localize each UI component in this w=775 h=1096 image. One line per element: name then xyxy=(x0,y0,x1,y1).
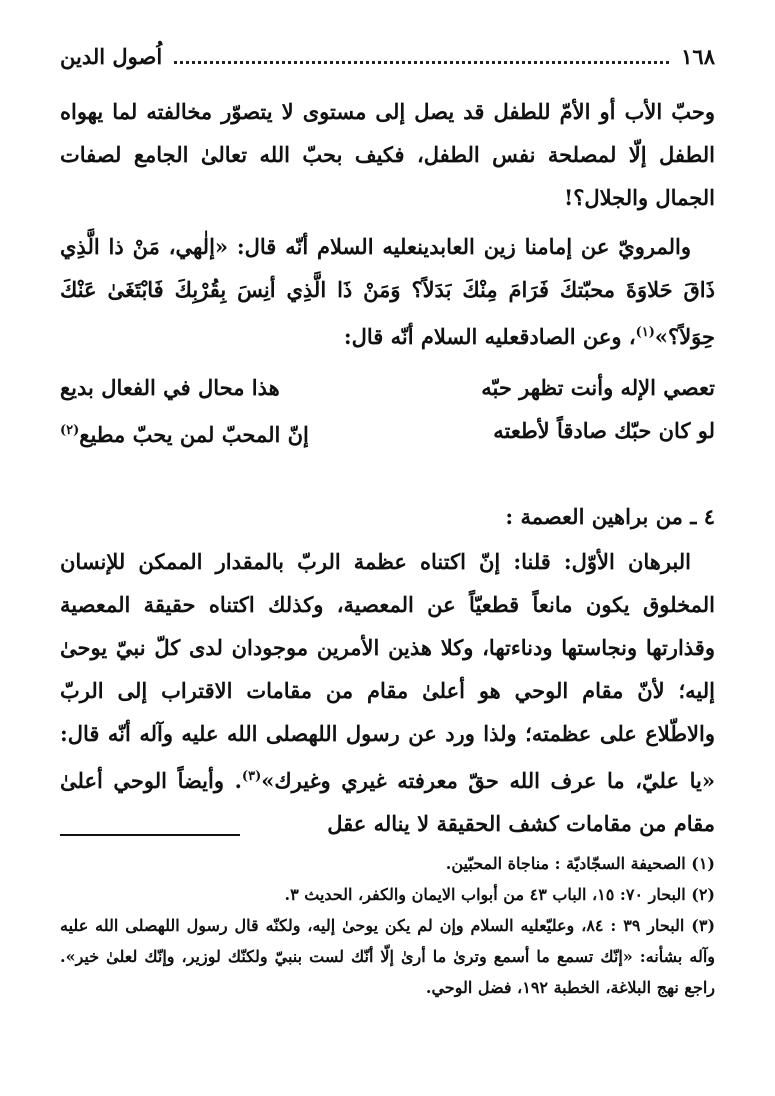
poem-verse-1-first-hemistich: تعصي الإله وأنت تظهر حبّه xyxy=(481,375,715,400)
poem-verse-1 xyxy=(60,366,715,409)
paragraph-3-text: البرهان الأوّل: قلنا: إنّ اكتناه عظمة الربّ بالمقدار الممكن للإنسان المخلوق يكون مانعاً قطعيّاً عن المعصية، وكذلك اكتناه حقيقة المعصية وقذارتها ونجاستها ودناءتها، وكلا هذين الأمرين موجودان لدى كلّ نبيّ يوحىٰ إليه؛ لأنّ مقام الوحي هو أعلىٰ مقام من مقامات الاقتراب إلى الربّ والاطّلاع على عظمته؛ ولذا ورد عن رسول اللهصلى الله عليه وآله أنّه قال: «يا عليّ، ما عرف الله حقّ معرفته غيري وغيرك» xyxy=(60,549,715,793)
paragraph-1: وحبّ الأب أو الأمّ للطفل قد يصل إلى مستوى لا يتصوّر مخالفته لما يهواه الطفل إلّا لمصلحة نفس الطفل، فكيف بحبّ الله تعالىٰ الجامع لصفات الجمال والجلال؟! xyxy=(60,99,715,210)
paragraph-2 xyxy=(60,225,715,358)
section-title: ٤ ـ من براهين العصمة : xyxy=(505,504,715,529)
poem-verse-1-second-hemistich: هذا محال في الفعال بديع xyxy=(60,375,280,400)
page-number: ١٦٨ xyxy=(681,43,715,69)
footnote-ref-3: (٣) xyxy=(241,769,262,784)
page-header xyxy=(60,36,715,76)
paragraph-2-text: والمرويّ عن إمامنا زين العابدينعليه السلام أنّه قال: «إلٰهي، مَنْ ذا الَّذِي ذَاقَ حَلاوَةَ محبّتكَ فَرَامَ مِنْكَ بَدَلاً؟ وَمَنْ ذَا الَّذِي أنِسَ بِقُرْبِكَ فَابْتَغَىٰ عَنْكَ حِوَلاً؟» xyxy=(60,234,715,349)
poem-verse-2 xyxy=(60,409,715,452)
paragraph-3-tail: . وأيضاً الوحي أعلىٰ مقام من مقامات كشف الحقيقة لا يناله عقل xyxy=(60,768,715,836)
paragraph-2-tail: ، وعن الصادقعليه السلام أنّه قال: xyxy=(343,324,636,349)
footnote-separator xyxy=(60,834,240,836)
book-title: اُصول الدين xyxy=(60,43,163,69)
poem xyxy=(60,366,715,452)
poem-verse-2-second-hemistich xyxy=(60,409,374,452)
footnote-ref-1: (١) xyxy=(635,325,655,340)
footnote-3: (٣) البحار ٣٩ : ٨٤، وعليّعليه السلام وإن لم يكن يوحىٰ إليه، ولكنّه قال رسول اللهصلى الله عليه وآله بشأنه: «إنّك تسمع ما أسمع وترىٰ ما أرىٰ إلّا أنّك لست بنبيّ ولكنّك لوزير، وإنّك لعلىٰ خير». راجع نهج البلاغة، الخطبة ١٩٢، فضل الوحي. xyxy=(60,916,716,997)
header-dot-leader xyxy=(174,61,669,64)
footnote-2: (٢) البحار ٧٠: ١٥، الباب ٤٣ من أبواب الايمان والكفر، الحديث ٣. xyxy=(284,885,715,904)
footnotes xyxy=(60,848,715,1003)
paragraph-3 xyxy=(60,540,715,845)
poem-verse-2-first-hemistich: لو كان حبّك صادقاً لأطعته xyxy=(493,418,715,443)
footnote-ref-2: (٢) xyxy=(60,423,80,438)
footnote-1: (١) الصحيفة السجّاديّة : مناجاة المحبّين. xyxy=(445,854,715,873)
poem-verse-2-second-text: إنّ المحبّ لمن يحبّ مطيع xyxy=(79,422,309,447)
